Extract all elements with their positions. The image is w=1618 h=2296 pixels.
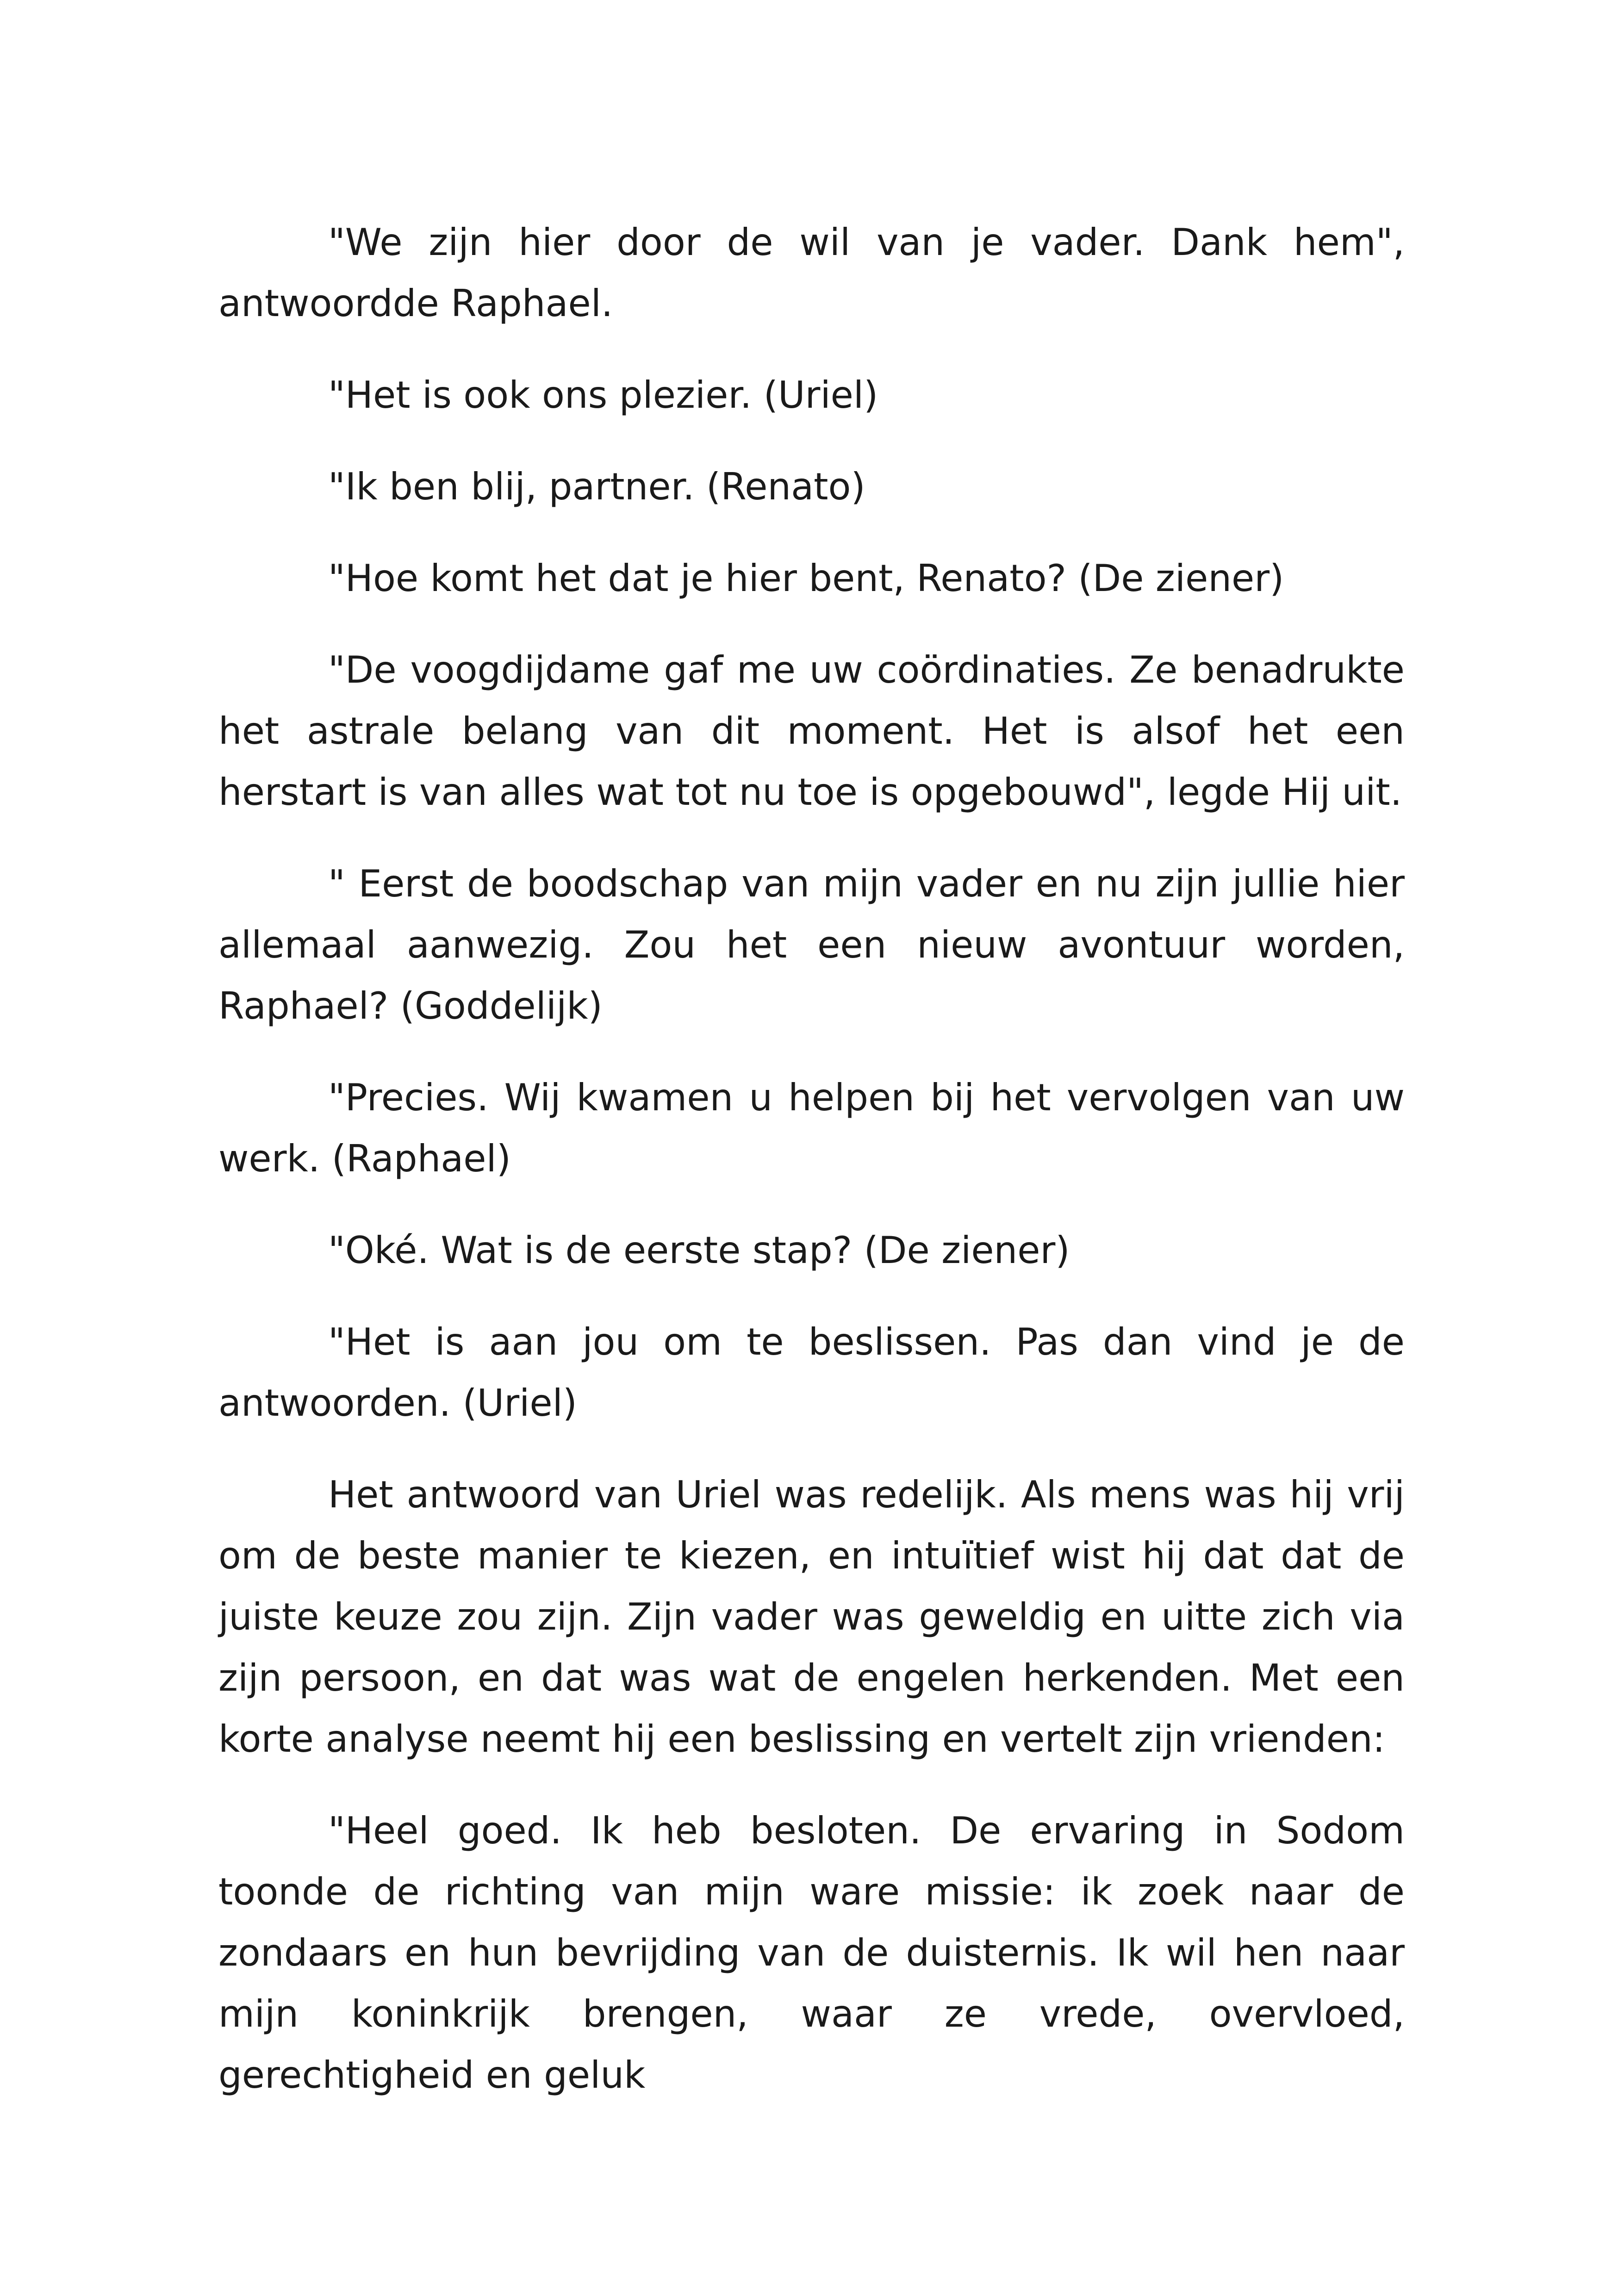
paragraph-9: "Het is aan jou om te beslissen. Pas dan vind je de antwoorden. (Uriel) [218,1320,1405,1425]
paragraph-5: "De voogdijdame gaf me uw coördinaties. Ze benadrukte het astrale belang van dit moment. Het is alsof het een herstart is van alles wat tot nu toe is opgebouwd", legde Hij uit. [218,648,1405,814]
body-text [218,212,1405,2106]
paragraph-6: " Eerst de boodschap van mijn vader en nu zijn jullie hier allemaal aanwezig. Zou het een nieuw avontuur worden, Raphael? (Goddelijk) [218,862,1405,1027]
paragraph-8: "Oké. Wat is de eerste stap? (De ziener) [328,1229,1070,1272]
paragraph-10: Het antwoord van Uriel was redelijk. Als mens was hij vrij om de beste manier te kiezen, en intuïtief wist hij dat dat de juiste keuze zou zijn. Zijn vader was geweldig en uitte zich via zijn persoon, en dat was wat de engelen herkenden. Met een korte analyse neemt hij een beslissing en vertelt zijn vrienden: [218,1473,1405,1761]
paragraph-3: "Ik ben blij, partner. (Renato) [328,465,865,508]
paragraph-11: "Heel goed. Ik heb besloten. De ervaring in Sodom toonde de richting van mijn ware missie: ik zoek naar de zondaars en hun bevrijding van de duisternis. Ik wil hen naar mijn koninkrijk brengen, waar ze vrede, overvloed, gerechtigheid en geluk [218,1809,1405,2097]
paragraph-7: "Precies. Wij kwamen u helpen bij het vervolgen van uw werk. (Raphael) [218,1076,1405,1180]
paragraph-2: "Het is ook ons plezier. (Uriel) [328,373,878,417]
paragraph-1: "We zijn hier door de wil van je vader. Dank hem", antwoordde Raphael. [218,221,1405,325]
paragraph-4: "Hoe komt het dat je hier bent, Renato? (De ziener) [328,557,1284,600]
